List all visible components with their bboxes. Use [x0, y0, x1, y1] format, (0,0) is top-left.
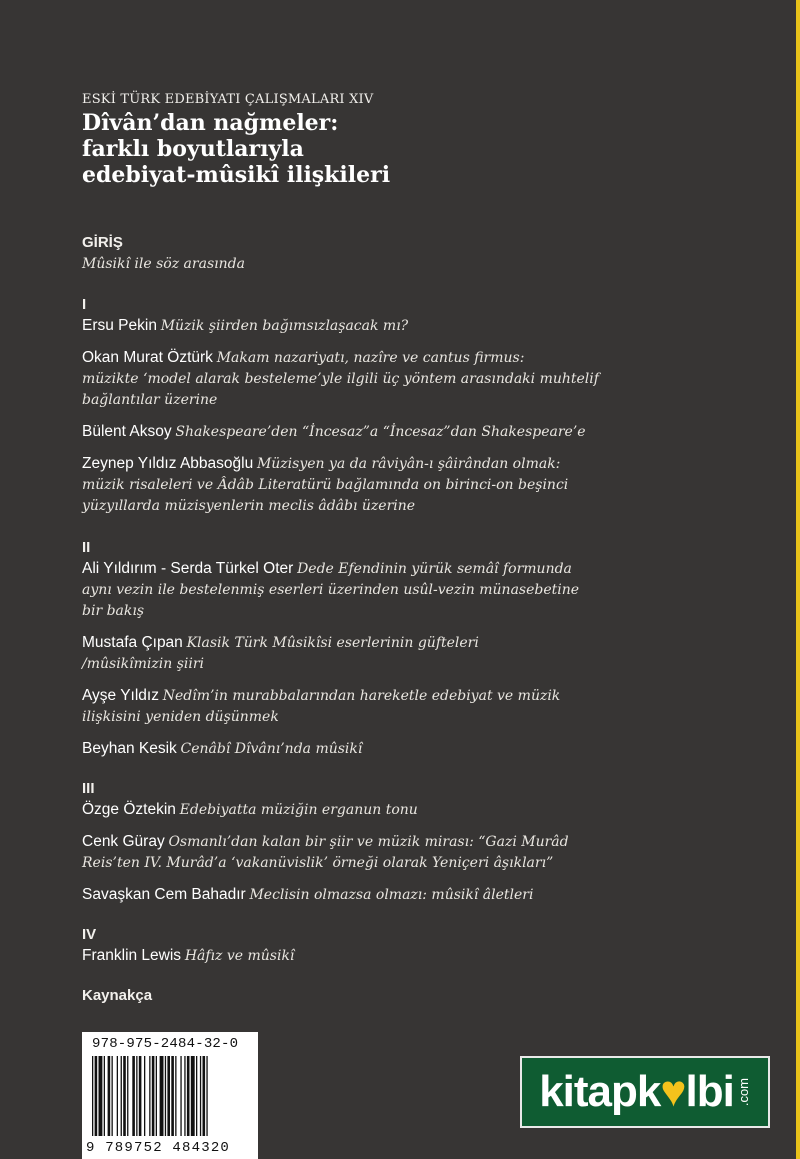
barcode-bar: [191, 1056, 195, 1136]
barcode-bar: [152, 1056, 155, 1136]
barcode-bar: [156, 1056, 157, 1136]
entry-title-line: ilişkisini yeniden düşünmek: [82, 709, 279, 725]
entry-title-line: Müzik şiirden bağımsızlaşacak mı?: [160, 318, 409, 334]
entry-title-line: Cenâbî Dîvânı’nda mûsikî: [180, 741, 363, 757]
barcode-bar: [112, 1056, 113, 1136]
book-title: [82, 110, 682, 188]
isbn-number: 978-975-2484-32-0: [92, 1036, 239, 1052]
toc-section: [82, 539, 682, 760]
intro-text: Mûsikî ile söz arasında: [82, 256, 245, 272]
toc-entry: [82, 884, 682, 906]
barcode-bar: [196, 1056, 197, 1136]
barcode-bar: [184, 1056, 185, 1136]
barcode-bar: [121, 1056, 122, 1136]
entry-author: Ersu Pekin: [82, 317, 157, 334]
barcode-bar: [206, 1056, 207, 1136]
barcode-bar: [92, 1056, 93, 1136]
barcode-digits: 9 789752 484320: [86, 1140, 231, 1156]
barcode-bar: [149, 1056, 150, 1136]
back-cover-contents: [82, 92, 682, 1004]
entry-author: Ali Yıldırım - Serda Türkel Oter: [82, 560, 294, 577]
entry-title-line: Hâfız ve mûsikî: [184, 948, 295, 964]
barcode-bar: [171, 1056, 174, 1136]
entry-title-line: bir bakış: [82, 603, 145, 619]
entry-title-line: bağlantılar üzerine: [82, 392, 218, 408]
barcode-bar: [144, 1056, 145, 1136]
barcode-bar: [165, 1056, 166, 1136]
logo-wordmark: kitapk♥lbi: [539, 1067, 734, 1116]
entry-title-line: Reis’ten IV. Murâd’a ‘vakanüvislik’ örneği olarak Yeniçeri âşıkları”: [82, 855, 554, 871]
entry-title-line: Edebiyatta müziğin erganun tonu: [179, 802, 418, 818]
barcode-bar: [167, 1056, 170, 1136]
series-title: ESKİ TÜRK EDEBİYATI ÇALIŞMALARI XIV: [82, 92, 374, 107]
entry-title-line: Osmanlı’dan kalan bir şiir ve müzik mirası: “Gazi Murâd: [168, 834, 569, 850]
entry-title-line: Müzisyen ya da râviyân-ı şâirândan olmak:: [256, 456, 561, 472]
toc-entry: [82, 558, 682, 622]
barcode-bar: [200, 1056, 201, 1136]
toc-entry: [82, 632, 682, 675]
toc-entry: [82, 685, 682, 728]
entry-title-line: Makam nazariyatı, nazîre ve cantus firmus:: [216, 350, 525, 366]
book-title-line: Dîvân’dan nağmeler:: [82, 110, 339, 136]
book-title-line: edebiyat-mûsikî ilişkileri: [82, 162, 391, 188]
bibliography-heading: Kaynakça: [82, 987, 153, 1004]
toc-entry: [82, 315, 682, 337]
entry-title-line: Shakespeare’den “İncesaz”a “İncesaz”dan Shakespeare’e: [175, 424, 586, 440]
entry-author: Özge Öztekin: [82, 801, 176, 818]
barcode-bar: [123, 1056, 126, 1136]
barcode-bar: [180, 1056, 181, 1136]
barcode-bar: [132, 1056, 135, 1136]
entry-title-line: /mûsikîmizin şiiri: [82, 656, 205, 672]
toc-entry: [82, 831, 682, 874]
section-numeral: IV: [82, 926, 97, 943]
barcode-bar: [160, 1056, 164, 1136]
entry-author: Bülent Aksoy: [82, 423, 172, 440]
barcode-bar: [95, 1056, 98, 1136]
section-numeral: II: [82, 539, 91, 556]
barcode-bar: [99, 1056, 103, 1136]
toc-entry: [82, 738, 682, 760]
entry-author: Franklin Lewis: [82, 947, 182, 964]
barcode-bar: [203, 1056, 206, 1136]
entry-title-line: aynı vezin ile bestelenmiş eserleri üzerinden usûl-vezin münasebetine: [82, 582, 580, 598]
barcode-bar: [175, 1056, 176, 1136]
toc-sections: [82, 296, 682, 967]
barcode-bar: [127, 1056, 128, 1136]
toc-section: [82, 780, 682, 906]
entry-author: Ayşe Yıldız: [82, 687, 159, 704]
book-title-line: farklı boyutlarıyla: [82, 136, 304, 162]
section-numeral: III: [82, 780, 95, 797]
isbn-barcode: [82, 1032, 258, 1159]
section-numeral: I: [82, 296, 87, 313]
toc-section: [82, 926, 682, 967]
logo-suffix: .com: [735, 1077, 751, 1107]
entry-author: Savaşkan Cem Bahadır: [82, 886, 246, 903]
entry-author: Mustafa Çıpan: [82, 634, 183, 651]
cover-edge-stripe: [796, 0, 800, 1159]
barcode-bar: [187, 1056, 190, 1136]
toc-entry: [82, 421, 682, 443]
toc-entry: [82, 799, 682, 821]
barcode-bar: [117, 1056, 118, 1136]
heart-icon: ♥: [660, 1067, 686, 1116]
entry-title-line: Meclisin olmazsa olmazı: mûsikî âletleri: [249, 887, 534, 903]
barcode-bar: [108, 1056, 111, 1136]
intro-section: [82, 234, 682, 272]
entry-author: Beyhan Kesik: [82, 740, 177, 757]
entry-title-line: müzikte ‘model alarak besteleme’yle ilgili üç yöntem arasındaki muhtelif: [82, 371, 599, 387]
toc-entry: [82, 945, 682, 967]
entry-title-line: Klasik Türk Mûsikîsi eserlerinin güfteleri: [186, 635, 479, 651]
barcode-bar: [104, 1056, 105, 1136]
barcode-bars: [90, 1056, 250, 1138]
barcode-bar: [139, 1056, 142, 1136]
kitapkalbi-logo: [520, 1056, 770, 1128]
entry-title-line: Dede Efendinin yürük semâî formunda: [297, 561, 572, 577]
entry-author: Zeynep Yıldız Abbasoğlu: [82, 455, 254, 472]
toc-section: [82, 296, 682, 517]
intro-heading: GİRİŞ: [82, 234, 123, 251]
barcode-bar: [136, 1056, 137, 1136]
entry-title-line: yüzyıllarda müzisyenlerin meclis âdâbı üzerine: [82, 498, 416, 514]
entry-author: Cenk Güray: [82, 833, 165, 850]
toc-entry: [82, 453, 682, 517]
entry-title-line: müzik risaleleri ve Âdâb Literatürü bağlamında on birinci-on beşinci: [82, 477, 569, 493]
toc-entry: [82, 347, 682, 411]
entry-author: Okan Murat Öztürk: [82, 349, 213, 366]
entry-title-line: Nedîm’in murabbalarından hareketle edebiyat ve müzik: [162, 688, 561, 704]
